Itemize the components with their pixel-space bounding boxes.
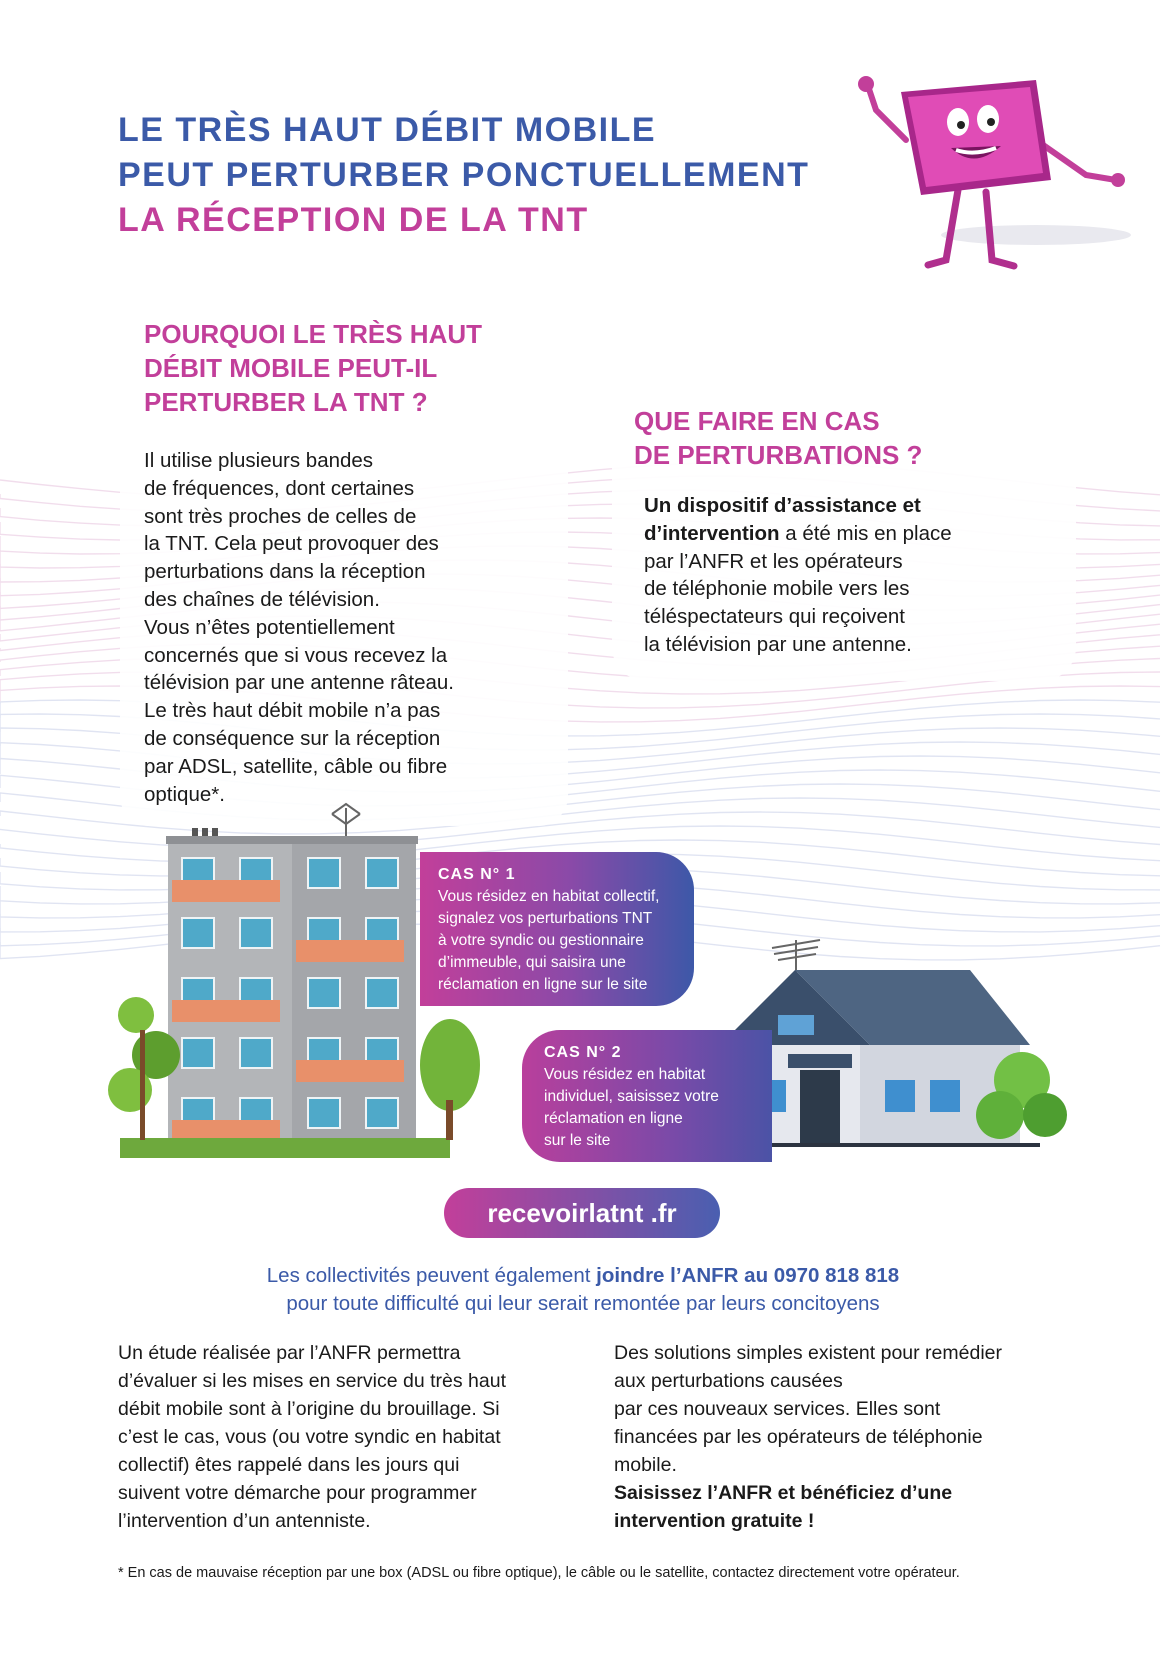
building-window bbox=[182, 1038, 214, 1068]
title-line-1: LE TRÈS HAUT DÉBIT MOBILE bbox=[118, 111, 657, 149]
building-window bbox=[240, 918, 272, 948]
what-body bbox=[634, 492, 1054, 659]
why-body-line: par ADSL, satellite, câble ou fibre bbox=[144, 754, 448, 778]
building-window bbox=[240, 1038, 272, 1068]
building-balcony bbox=[296, 940, 404, 962]
solutions-line: aux perturbations causées bbox=[614, 1370, 843, 1392]
solutions-paragraph bbox=[614, 1339, 1054, 1535]
case-2-box bbox=[522, 1030, 772, 1162]
what-heading-line: QUE FAIRE EN CAS bbox=[634, 406, 880, 436]
title-line-3: LA RÉCEPTION DE LA TNT bbox=[118, 201, 589, 239]
solutions-line: Des solutions simples existent pour remédier bbox=[614, 1342, 1003, 1364]
why-section bbox=[120, 305, 568, 826]
why-body-line: de conséquence sur la réception bbox=[144, 726, 441, 750]
why-body bbox=[144, 447, 544, 808]
page-title bbox=[118, 108, 809, 243]
what-body-line: de téléphonie mobile vers les bbox=[644, 577, 910, 601]
collectivites-text: pour toute difficulté qui leur serait remontée par leurs concitoyens bbox=[286, 1292, 880, 1315]
building-balcony bbox=[172, 880, 280, 902]
why-body-line: Il utilise plusieurs bandes bbox=[144, 449, 374, 472]
case-1-title: CAS N° 1 bbox=[438, 866, 516, 883]
building-window bbox=[308, 858, 340, 888]
why-heading-line: POURQUOI LE TRÈS HAUT bbox=[144, 319, 483, 349]
why-body-line: Le très haut débit mobile n’a pas bbox=[144, 699, 441, 723]
solutions-line: par ces nouveaux services. Elles sont bbox=[614, 1398, 941, 1420]
etude-line: d’évaluer si les mises en service du très haut bbox=[118, 1370, 507, 1392]
why-heading bbox=[144, 317, 544, 419]
collectivites-notice bbox=[120, 1262, 1046, 1318]
why-body-line: télévision par une antenne râteau. bbox=[144, 671, 455, 695]
case-2-title: CAS N° 2 bbox=[544, 1044, 622, 1061]
what-body-line: par l’ANFR et les opérateurs bbox=[644, 549, 903, 573]
tv-mascot-illustration bbox=[846, 70, 1146, 275]
why-body-line: concernés que si vous recevez la bbox=[144, 643, 448, 667]
title-line-2: PEUT PERTURBER PONCTUELLEMENT bbox=[118, 156, 810, 194]
what-bold-text: Un dispositif d’assistance et bbox=[644, 494, 921, 517]
what-heading bbox=[634, 404, 1054, 472]
building-balcony bbox=[296, 1060, 404, 1082]
why-heading-line: PERTURBER LA TNT ? bbox=[144, 387, 428, 417]
etude-line: débit mobile sont à l’origine du brouillage. Si bbox=[118, 1398, 500, 1420]
what-bold-text: d’intervention bbox=[644, 521, 780, 545]
case-2-line: sur le site bbox=[544, 1132, 611, 1149]
building-window bbox=[182, 918, 214, 948]
case-1-line: à votre syndic ou gestionnaire bbox=[438, 932, 644, 949]
why-heading-line: DÉBIT MOBILE PEUT-IL bbox=[144, 353, 438, 383]
case-1-line: Vous résidez en habitat collectif, bbox=[438, 888, 660, 905]
etude-line: Un étude réalisée par l’ANFR permettra bbox=[118, 1342, 461, 1364]
collectivites-text: Les collectivités peuvent également bbox=[266, 1264, 597, 1287]
building-window bbox=[366, 978, 398, 1008]
etude-line: c’est le cas, vous (ou votre syndic en habitat bbox=[118, 1426, 501, 1448]
case-1-line: signalez vos perturbations TNT bbox=[438, 910, 653, 927]
etude-line: collectif) êtes rappelé dans les jours qui bbox=[118, 1454, 460, 1476]
footnote: * En cas de mauvaise réception par une box (ADSL ou fibre optique), le câble ou le satellite, contactez directement votre opérateur. bbox=[118, 1565, 960, 1581]
building-window bbox=[308, 978, 340, 1008]
case-2-line: Vous résidez en habitat bbox=[544, 1066, 706, 1083]
building-balcony bbox=[172, 1000, 280, 1022]
solutions-bold-line: Saisissez l’ANFR et bénéficiez d’une bbox=[614, 1482, 953, 1504]
building-window bbox=[366, 858, 398, 888]
solutions-line: financées par les opérateurs de téléphonie bbox=[614, 1426, 983, 1448]
why-body-line: des chaînes de télévision. bbox=[144, 587, 380, 611]
solutions-bold-line: intervention gratuite ! bbox=[614, 1510, 815, 1532]
solutions-line: mobile. bbox=[614, 1454, 677, 1476]
etude-paragraph bbox=[118, 1339, 578, 1535]
case-1-box bbox=[420, 852, 694, 1006]
building-window bbox=[366, 1098, 398, 1128]
why-body-line: perturbations dans la réception bbox=[144, 560, 426, 584]
building-window bbox=[308, 1098, 340, 1128]
what-body-line: la télévision par une antenne. bbox=[644, 632, 912, 656]
what-body-line: téléspectateurs qui reçoivent bbox=[644, 605, 905, 629]
what-to-do-section bbox=[612, 396, 1076, 681]
what-body-line: a été mis en place bbox=[779, 521, 952, 545]
case-2-line: individuel, saisissez votre bbox=[544, 1088, 719, 1105]
why-body-line: la TNT. Cela peut provoquer des bbox=[144, 532, 439, 556]
why-body-line: Vous n’êtes potentiellement bbox=[144, 615, 395, 639]
why-body-line: optique*. bbox=[144, 782, 225, 806]
why-body-line: de fréquences, dont certaines bbox=[144, 476, 415, 500]
anfr-phone-text: joindre l’ANFR au 0970 818 818 bbox=[596, 1264, 900, 1287]
case-1-line: d’immeuble, qui saisira une bbox=[438, 954, 626, 971]
etude-line: l’intervention d’un antenniste. bbox=[118, 1510, 371, 1532]
case-2-line: réclamation en ligne bbox=[544, 1110, 683, 1127]
case-1-line: réclamation en ligne sur le site bbox=[438, 976, 648, 993]
website-link-button[interactable]: recevoirlatnt .fr bbox=[444, 1188, 720, 1238]
etude-line: suivent votre démarche pour programmer bbox=[118, 1482, 477, 1504]
why-body-line: sont très proches de celles de bbox=[144, 504, 417, 528]
what-heading-line: DE PERTURBATIONS ? bbox=[634, 440, 923, 470]
